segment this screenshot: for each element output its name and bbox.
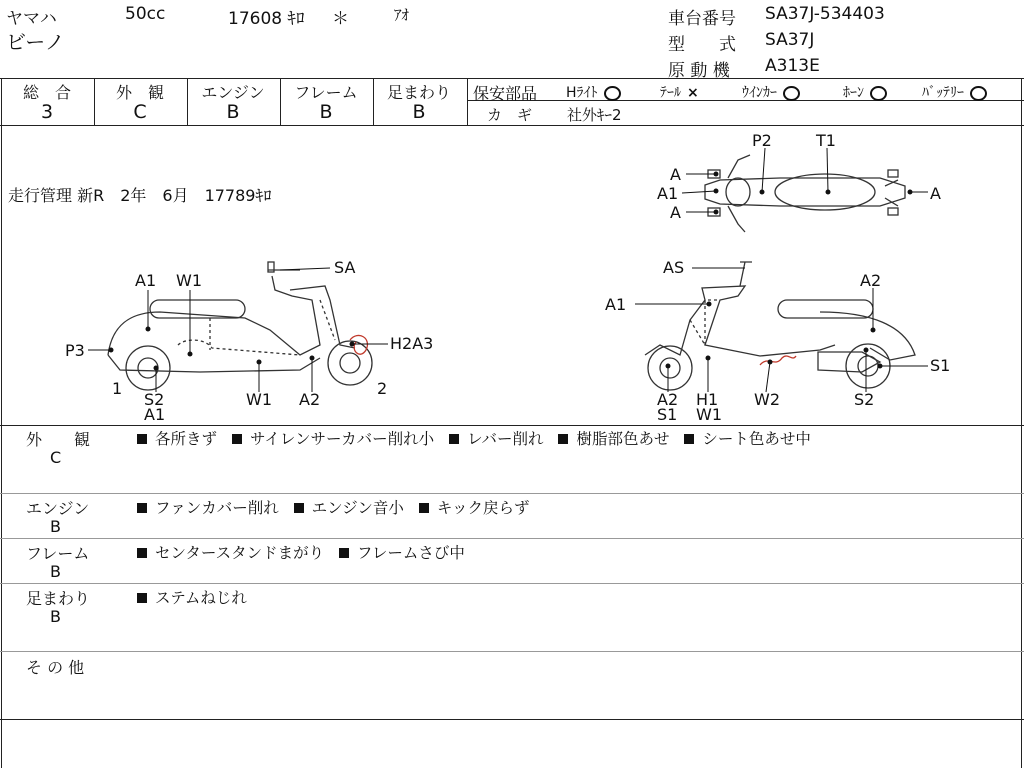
label-a: A [670,203,681,222]
note-item: フレームさび中 [339,544,465,562]
section-notes [137,496,540,518]
square-bullet-icon [419,503,429,513]
label-w1: W1 [696,405,722,424]
note-item: ステムねじれ [137,589,247,607]
ok-circle-icon [870,86,887,101]
safety-item-horn [843,82,887,102]
label-s2: S2 [854,390,875,409]
section-label: 外 観 [26,430,91,449]
color: ｱｵ [394,6,410,24]
note-item: キック戻らず [419,499,530,517]
label-as: AS [663,258,685,277]
note-item: シート色あせ中 [684,430,811,448]
mileage: 17608 ｷﾛ [228,9,305,29]
model-name: ビーノ [6,30,65,54]
label-w1: W1 [246,390,272,409]
section-notes [137,541,475,563]
section-notes [137,427,821,449]
safety-item-headlight [566,82,621,102]
label-2: 2 [377,379,388,398]
safety-item-label: ﾎｰﾝ [843,85,864,101]
label-a1: A1 [605,295,627,314]
divider [0,651,1024,652]
note-item: レバー削れ [449,430,543,448]
note-item: センタースタンドまがり [137,544,324,562]
scooter-diagram [0,126,1024,426]
ng-cross-icon: × [687,85,699,101]
square-bullet-icon [137,593,147,603]
safety-item-winker [742,82,800,102]
grade-label: エンジン [201,83,265,102]
section-grade: B [50,517,61,536]
label-w2: W2 [754,390,780,409]
grade-value: 3 [40,101,54,123]
label-w1: W1 [176,271,202,290]
ok-circle-icon [783,86,800,101]
safety-item-label: ﾊﾞｯﾃﾘｰ [922,85,964,101]
grade-value: B [226,101,240,123]
note-item: 各所きず [137,430,217,448]
square-bullet-icon [339,548,349,558]
section-grade: B [50,607,61,626]
section-grade: B [50,562,61,581]
safety-item-label: Hﾗｲﾄ [566,85,598,101]
grade-label: 外 観 [115,83,164,102]
ok-circle-icon [604,86,621,101]
square-bullet-icon [232,434,242,444]
type-label: 型 式 [668,35,736,55]
section-grade: C [50,448,62,467]
label-h2a3: H2A3 [390,334,434,353]
square-bullet-icon [558,434,568,444]
label-h1: H1 [696,390,719,409]
divider [0,719,1024,720]
label-s1: S1 [657,405,678,424]
safety-item-label: ﾃｰﾙ [660,85,681,101]
section-label: フレーム [26,544,90,563]
square-bullet-icon [137,503,147,513]
label-1: 1 [112,379,123,398]
safety-item-battery [922,82,987,102]
label-a: A [670,165,681,184]
engine-value: A313E [765,56,820,76]
section-label: 足まわり [26,589,91,608]
square-bullet-icon [449,434,459,444]
divider [467,78,468,125]
square-bullet-icon [137,548,147,558]
safety-item-tail [660,82,699,102]
divider [0,78,1024,79]
label-a2: A2 [657,390,679,409]
label-a2: A2 [299,390,321,409]
label-p2: P2 [752,131,772,150]
square-bullet-icon [137,434,147,444]
safety-label: 保安部品 [473,84,538,103]
label-s2: S2 [144,390,165,409]
label-p3: P3 [65,341,85,360]
grade-value: B [412,101,426,123]
divider [0,538,1024,539]
label-s1: S1 [930,356,951,375]
square-bullet-icon [684,434,694,444]
engine-label: 原 動 機 [668,61,730,81]
label-a2: A2 [860,271,882,290]
divider [0,583,1024,584]
grade-value: C [133,101,147,123]
safety-item-label: ｳｲﾝｶｰ [742,85,777,101]
label-sa: SA [334,258,356,277]
type-value: SA37J [765,30,815,50]
frame-no-value: SA37J-534403 [765,4,885,24]
top-view-scooter [705,155,905,232]
label-a: A [930,184,941,203]
divider [0,425,1024,426]
left-view-markers [88,268,388,392]
grade-label: フレーム [294,83,358,102]
frame-no-label: 車台番号 [668,9,736,29]
note-item: エンジン音小 [294,499,404,517]
label-a1: A1 [144,405,166,424]
note-item: ファンカバー削れ [137,499,279,517]
ok-circle-icon [970,86,987,101]
divider [0,493,1024,494]
label-t1: T1 [816,131,836,150]
section-label: そ の 他 [26,658,85,677]
section-label: エンジン [26,499,90,518]
key-value: 社外ｷｰ2 [567,106,622,124]
displacement: 50cc [125,4,166,24]
label-a1: A1 [657,184,679,203]
key-label: カ ギ [487,106,533,124]
note-item: 樹脂部色あせ [558,430,669,448]
asterisk: ＊ [332,9,349,29]
travel-record: 走行管理 新R 2年 6月 17789ｷﾛ [8,186,272,205]
label-a1: A1 [135,271,157,290]
square-bullet-icon [294,503,304,513]
section-notes [137,586,257,608]
grade-label: 足まわり [386,83,451,102]
maker: ヤマハ [6,9,57,29]
grade-value: B [319,101,333,123]
note-item: サイレンサーカバー削れ小 [232,430,434,448]
grade-label: 総 合 [22,83,71,102]
